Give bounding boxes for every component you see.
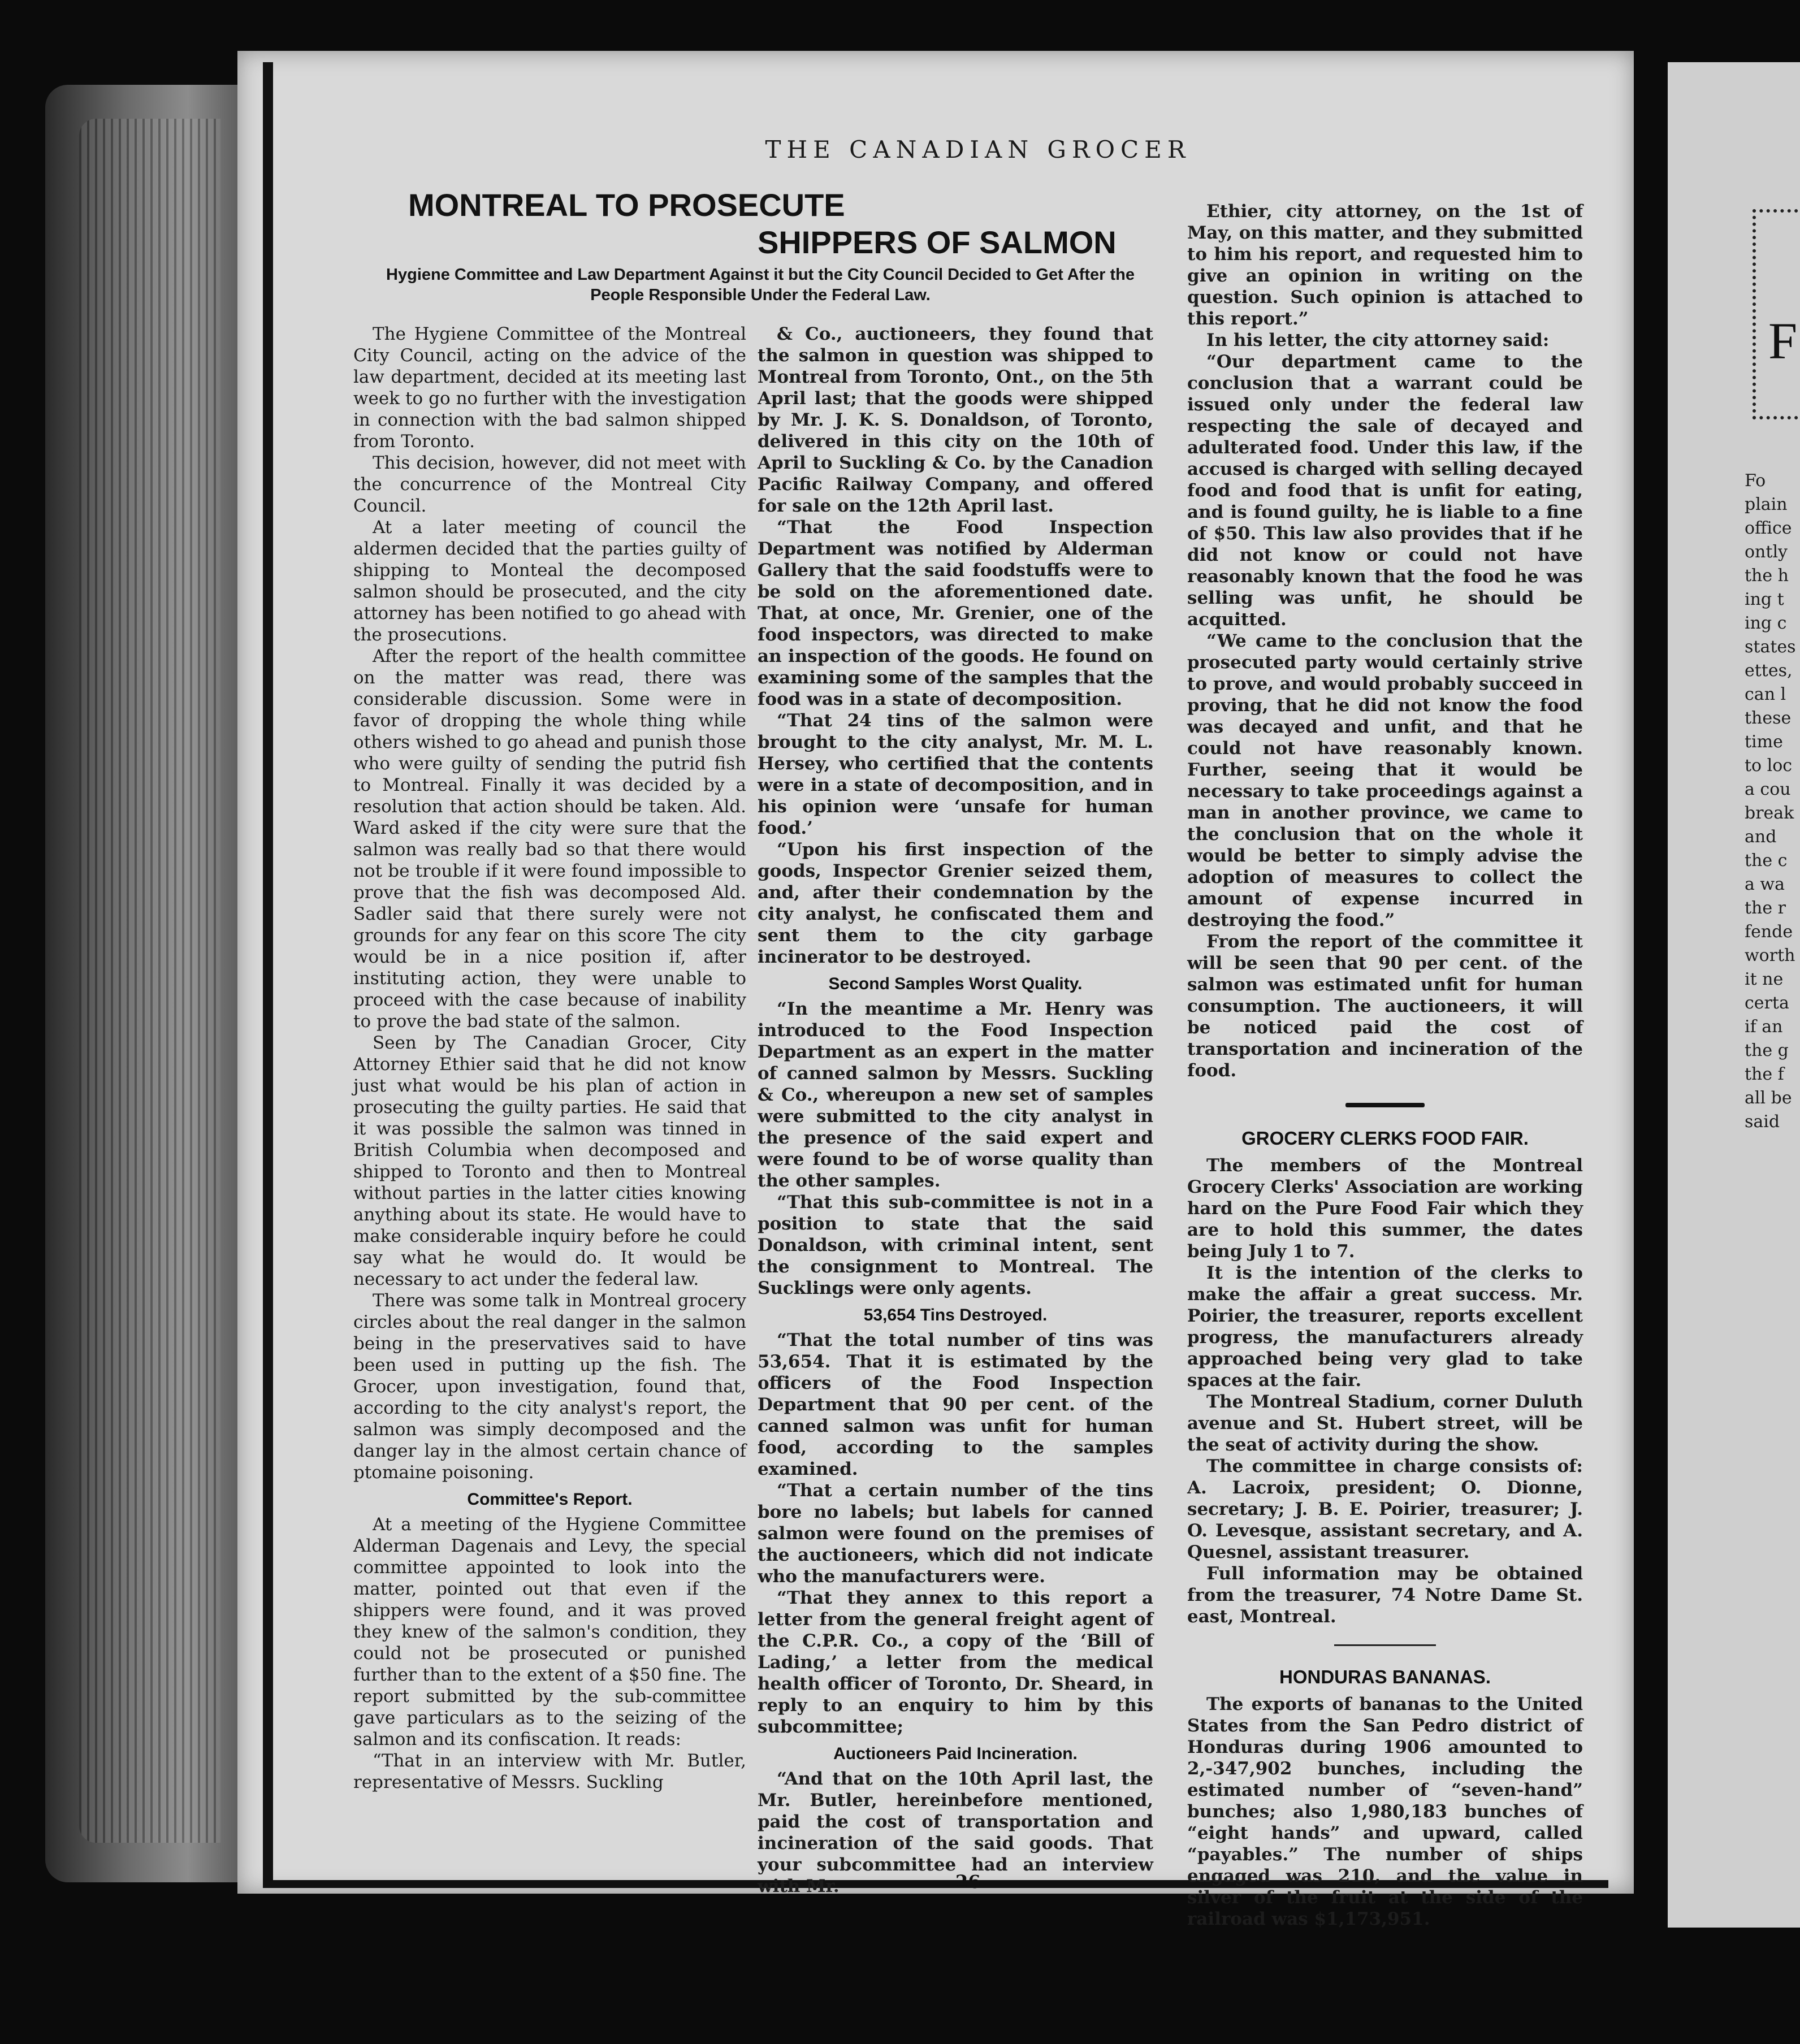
- book-page-edges: [45, 85, 249, 1882]
- paragraph: The Hygiene Committee of the Montreal City Council, acting on the advice of the law department, decided at its meeting last week to go no further with the investigation in connection with the bad salmon shipped from Toronto.: [353, 324, 746, 452]
- paragraph: This decision, however, did not meet with the concurrence of the Montreal City Council.: [353, 453, 746, 516]
- facing-page-edge: [1668, 62, 1800, 1928]
- column-3: [1187, 201, 1583, 1930]
- section-heading: 53,654 Tins Destroyed.: [863, 1306, 1048, 1324]
- paragraph: It is the intention of the clerks to make the affair a great success. Mr. Poirier, the treasurer, reports excellent progress, the manufacturers already approached being very glad to take spaces at the fair.: [1187, 1263, 1583, 1391]
- paragraph: Ethier, city attorney, on the 1st of May, on this matter, and they submitted to him his report, and requested him to give an opinion in writing on the question. Such opinion is attached to this report.”: [1187, 201, 1583, 329]
- paragraph: “That this sub-committee is not in a position to state that the said Donaldson, with criminal intent, sent the consignment to Montreal. The Sucklings were only agents.: [758, 1192, 1153, 1298]
- paragraph: At a later meeting of council the aldermen decided that the parties guilty of shipping to Monteal the decomposed salmon should be prosecuted, and the city attorney has been notified to go ahead with the prosecutions.: [353, 517, 746, 645]
- paragraph: The committee in charge consists of: A. Lacroix, president; O. Dionne, secretary; J. B. E. Poirier, treasurer; J. O. Levesque, assistant secretary, and A. Quesnel, assistant treasurer.: [1187, 1456, 1583, 1562]
- paragraph: “That a certain number of the tins bore no labels; but labels for canned salmon were found on the premises of the auctioneers, which did not indicate who the manufacturers were.: [758, 1480, 1153, 1587]
- paragraph: Seen by The Canadian Grocer, City Attorney Ethier said that he did not know just what would be his plan of action in prosecuting the guilty parties. He said that it was possible the salmon was tinned in British Columbia when decomposed and shipped to Toronto and then to Montreal without parties in the latter cities knowing anything about its state. He would have to make considerable inquiry before he could say what he would do. It would be necessary to act under the federal law.: [353, 1033, 746, 1289]
- running-head: THE CANADIAN GROCER: [765, 136, 1191, 163]
- paragraph: “That 24 tins of the salmon were brought to the city analyst, Mr. M. L. Hersey, who certified that the contents were in a state of decomposition, and in his opinion were ‘unsafe for human food.’: [758, 711, 1153, 838]
- paragraph: Full information may be obtained from the treasurer, 74 Notre Dame St. east, Montreal.: [1187, 1564, 1583, 1627]
- section-divider: [1345, 1103, 1425, 1107]
- paragraph: & Co., auctioneers, they found that the salmon in question was shipped to Montreal from Toronto, Ont., on the 5th April last; that the goods were shipped by Mr. J. K. S. Donaldson, of Toronto, delivered in this city on the 10th of April to Suckling & Co. by the Canadion Pacific Railway Company, and offered for sale on the 12th April last.: [758, 324, 1153, 516]
- section-heading: GROCERY CLERKS FOOD FAIR.: [1241, 1128, 1529, 1149]
- drop-cap: F: [1768, 312, 1798, 370]
- page-number: 26: [955, 1871, 981, 1893]
- column-2: [758, 323, 1153, 1897]
- paragraph: The Montreal Stadium, corner Duluth avenue and St. Hubert street, will be the seat of activity during the show.: [1187, 1392, 1583, 1455]
- section-heading: Committee's Report.: [467, 1490, 633, 1509]
- headline-line-1: MONTREAL TO PROSECUTE: [408, 187, 845, 223]
- paragraph: “Our department came to the conclusion that a warrant could be issued only under the federal law respecting the sale of decayed and adulterated food. Under this law, if the accused is charged with selling decayed food and food that is unfit for eating, and is found guilty, he is liable to a fine of $50. This law also provides that if he did not know or could not have reasonably known that the food he was selling was unfit, he should be acquitted.: [1187, 352, 1583, 630]
- headline-line-2: SHIPPERS OF SALMON: [758, 224, 1117, 260]
- facing-page-text: Fo plain office ontly the h ing t ing c states ettes, can l these time to loc a cou break and the c a wa the r fende worth it ne certa if an the g the f all be said: [1745, 471, 1796, 1132]
- section-heading: Auctioneers Paid Incineration.: [833, 1744, 1078, 1763]
- paragraph: From the report of the committee it will be seen that 90 per cent. of the salmon was estimated unfit for human consumption. The auctioneers, it will be noticed paid the cost of transportation and incineration of the food.: [1187, 932, 1583, 1081]
- column-1: [353, 323, 746, 1793]
- section-heading: Second Samples Worst Quality.: [828, 975, 1083, 993]
- section-heading: HONDURAS BANANAS.: [1279, 1666, 1491, 1687]
- paragraph: The exports of bananas to the United States from the San Pedro district of Honduras during 1906 amounted to 2,-347,902 bunches, including the estimated number of “seven-hand” bunches; also 1,980,183 bunches of “eight hands” and upward, called “payables.” The number of ships engaged was 210, and the value in silver of the fruit at the side of the railroad was $1,173,951.: [1187, 1694, 1583, 1929]
- paragraph: “That the Food Inspection Department was notified by Alderman Gallery that the said foodstuffs were to be sold on the aforementioned date. That, at once, Mr. Grenier, one of the food inspectors, was directed to make an inspection of the goods. He found on examining some of the samples that the food was in a state of decomposition.: [758, 517, 1153, 709]
- article-subhead: Hygiene Committee and Law Department Against it but the City Council Decided to Get After the People Responsible Under the Federal Law.: [386, 266, 1135, 304]
- paragraph: In his letter, the city attorney said:: [1206, 330, 1550, 350]
- paragraph: “That the total number of tins was 53,654. That it is estimated by the officers of the Food Inspection Department that 90 per cent. of the canned salmon was unfit for human food, according to the samples examined.: [758, 1330, 1153, 1479]
- paragraph: At a meeting of the Hygiene Committee Alderman Dagenais and Levy, the special committee appointed to look into the matter, pointed out that even if the shippers were found, and it was proved they knew of the salmon's condition, they could not be prosecuted or punished further than to the extent of a $50 fine. The report submitted by the sub-committee gave particulars as to the seizing of the salmon and its confiscation. It reads:: [353, 1514, 746, 1749]
- paragraph: “Upon his first inspection of the goods, Inspector Grenier seized them, and, after their condemnation by the city analyst, he confiscated them and sent them to the city garbage incinerator to be destroyed.: [758, 839, 1153, 967]
- paragraph: “That they annex to this report a letter from the general freight agent of the C.P.R. Co., a copy of the ‘Bill of Lading,’ a letter from the medical health officer of Toronto, Dr. Sheard, in reply to an enquiry to him by this subcommittee;: [758, 1588, 1153, 1737]
- article-headline: [407, 187, 1142, 261]
- paragraph: “In the meantime a Mr. Henry was introduced to the Food Inspection Department as an expert in the matter of canned salmon by Messrs. Suckling & Co., whereupon a new set of samples were submitted to the city analyst in the presence of the said expert and were found to be of worse quality than the other samples.: [758, 999, 1153, 1191]
- section-divider: [1334, 1644, 1436, 1646]
- paragraph: There was some talk in Montreal grocery circles about the real danger in the salmon being in the preservatives said to have been used in putting up the fish. The Grocer, upon investigation, found that, according to the city analyst's report, the salmon was simply decomposed and the danger lay in the almost certain chance of ptomaine poisoning.: [353, 1291, 746, 1483]
- paragraph: “That in an interview with Mr. Butler, representative of Messrs. Suckling: [353, 1751, 746, 1792]
- paragraph: “And that on the 10th April last, the Mr. Butler, hereinbefore mentioned, paid the cost of transportation and incineration of the said goods. That your subcommittee had an interview with Mr.: [758, 1769, 1153, 1896]
- paragraph: The members of the Montreal Grocery Clerks' Association are working hard on the Pure Food Fair which they are to hold this summer, the dates being July 1 to 7.: [1187, 1155, 1583, 1262]
- paragraph: After the report of the health committee on the matter was read, there was considerable discussion. Some were in favor of dropping the whole thing while others wished to go ahead and punish those who were guilty of sending the putrid fish to Montreal. Finally it was decided by a resolution that action should be taken. Ald. Ward asked if the city were sure that the salmon was really bad so that there would not be trouble if it were found impossible to prove that the fish was decomposed Ald. Sadler said that there surely were not grounds for any fear on this score The city would be in a nice position if, after instituting action, they were unable to proceed with the case because of inability to prove the bad state of the salmon.: [353, 646, 746, 1032]
- paragraph: “We came to the conclusion that the prosecuted party would certainly strive to prove, and would probably succeed in proving, that he did not know the food was decayed and unfit, and that he could not have reasonably known. Further, seeing that it would be necessary to take proceedings against a man in another province, we came to the conclusion that on the whole it would be better to simply advise the adoption of measures to collect the amount of expense incurred in destroying the food.”: [1187, 631, 1583, 930]
